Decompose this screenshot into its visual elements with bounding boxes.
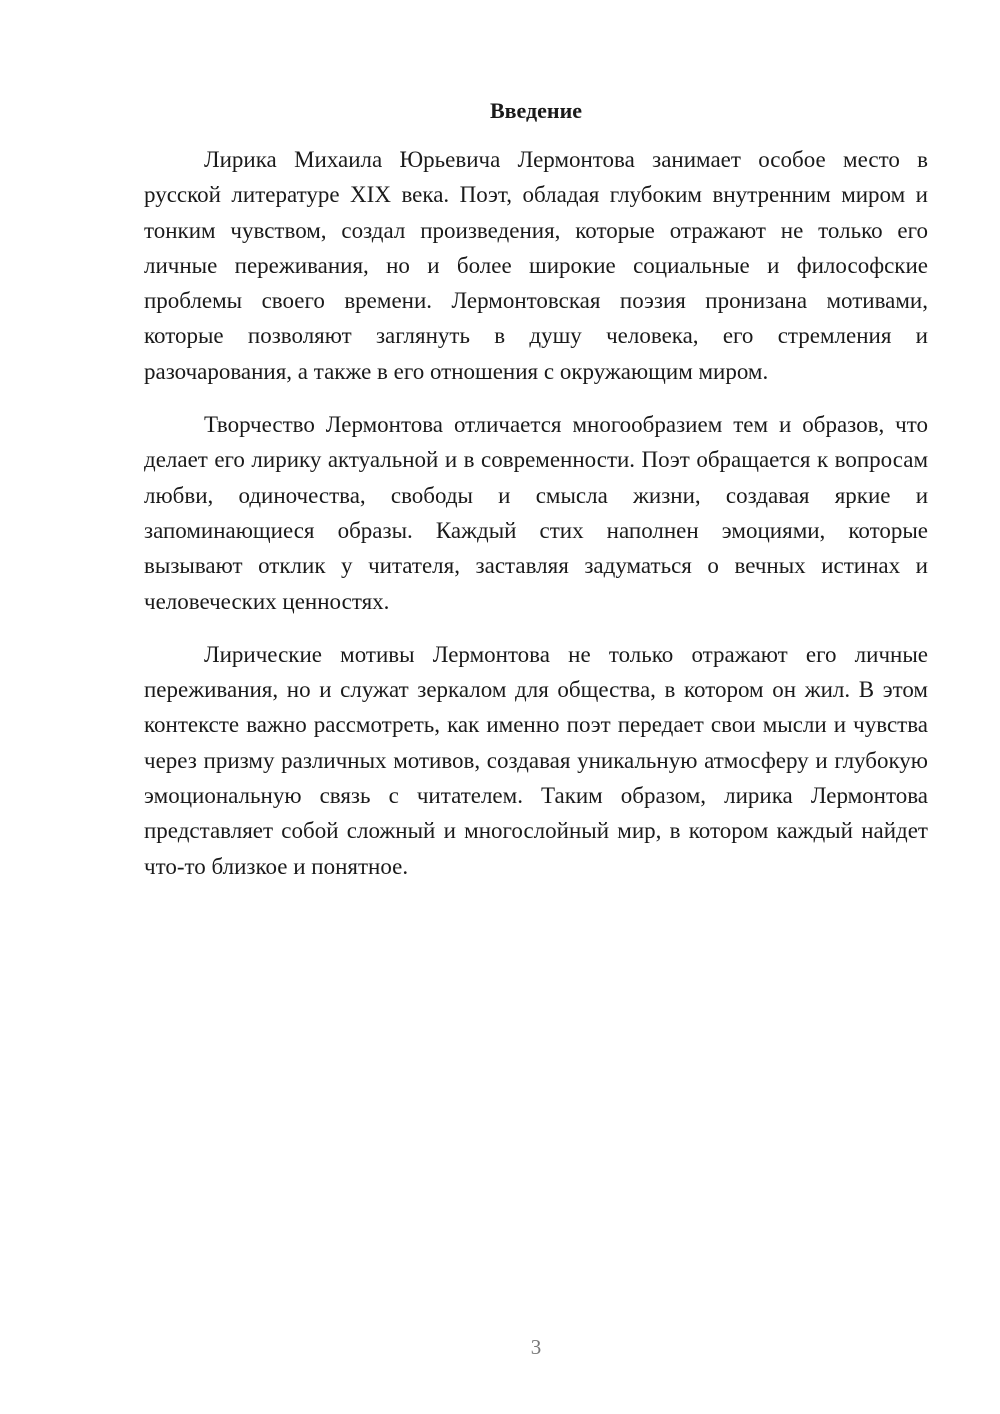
paragraph-3: Лирические мотивы Лермонтова не только отражают его личные переживания, но и служат зеркалом для общества, в котором он жил. В этом контексте важно рассмотреть, как именно поэт передает свои мысли и чувства через призму различных мотивов, создавая уникальную атмосферу и глубокую эмоциональную связь с читателем. Таким образом, лирика Лермонтова представляет собой сложный и многослойный мир, в котором каждый найдет что-то близкое и понятное.: [144, 641, 928, 879]
paragraph-1: Лирика Михаила Юрьевича Лермонтова занимает особое место в русской литературе XIX века. Поэт, обладая глубоким внутренним миром и тонким чувством, создал произведения, которые отражают не только его личные переживания, но и более широкие социальные и философские проблемы своего времени. Лермонтовская поэзия пронизана мотивами, которые позволяют заглянуть в душу человека, его стремления и разочарования, а также в его отношения с окружающим миром.: [144, 147, 928, 384]
section-heading: Введение: [489, 98, 583, 123]
paragraph-2: Творчество Лермонтова отличается многообразием тем и образов, что делает его лирику актуальной и в современности. Поэт обращается к вопросам любви, одиночества, свободы и смысла жизни, создавая яркие и запоминающиеся образы. Каждый стих наполнен эмоциями, которые вызывают отклик у читателя, заставляя задуматься о вечных истинах и человеческих ценностях.: [144, 412, 928, 614]
body-text: [144, 142, 928, 902]
page-number: 3: [530, 1335, 542, 1359]
